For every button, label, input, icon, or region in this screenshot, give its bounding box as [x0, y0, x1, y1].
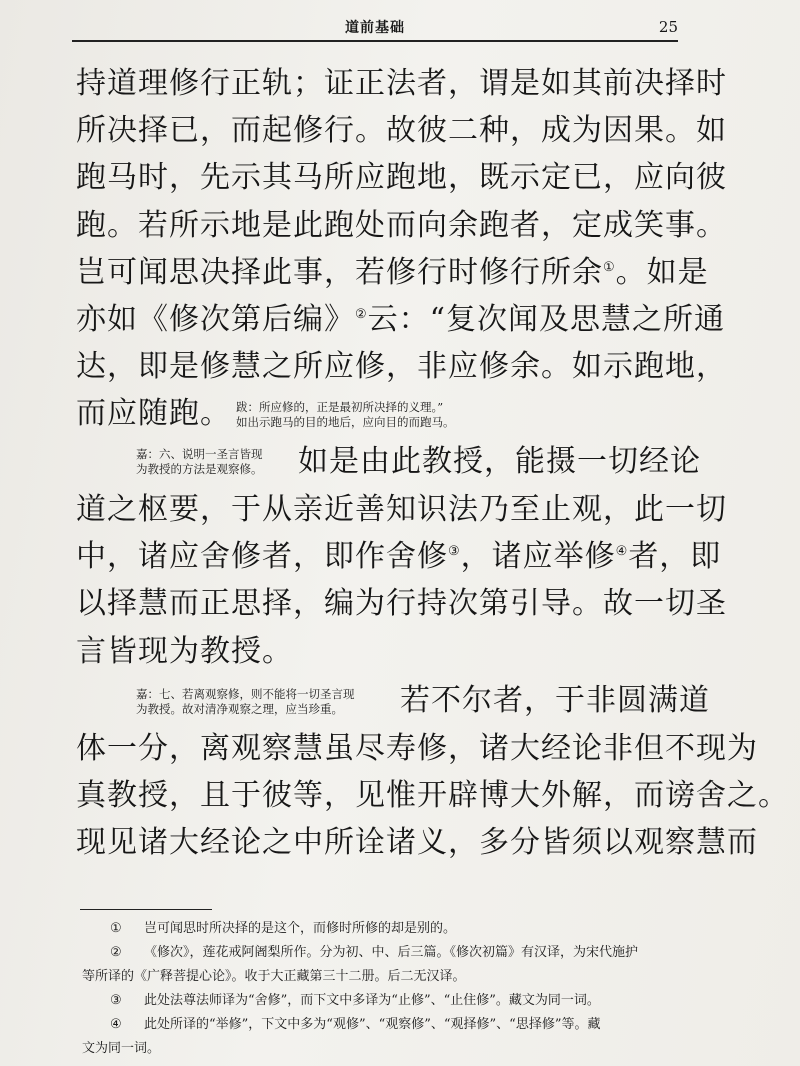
body-line-10: 道之枢要，于从亲近善知识法乃至止观，此一切 — [76, 492, 727, 527]
footnote-4-text: 此处所译的“举修”，下文中多为“观修”、“观察修”、“观择修”、“思择修”等。藏 — [144, 1017, 601, 1032]
body-line-16: 真教授，且于彼等，见惟开辟博大外解，而谤舍之。 — [76, 778, 789, 813]
side-note-2 — [136, 447, 263, 477]
body-line-3: 跑马时，先示其马所应跑地，既示定已，应向彼 — [76, 160, 727, 195]
side-note-1 — [236, 400, 455, 430]
body-line-13: 言皆现为教授。 — [76, 634, 293, 669]
body-line-9: 如是由此教授，能摄一切经论 — [298, 444, 701, 479]
body-line-12: 以择慧而正思择，编为行持次第引导。故一切圣 — [76, 586, 727, 621]
footnote-2-cont-text: 等所译的《广释菩提心论》。收于大正藏第三十二册。后二无汉译。 — [82, 969, 466, 984]
footnote-1-mark: ① — [110, 921, 122, 936]
footnote-3-text: 此处法尊法师译为“舍修”，而下文中多译为“止修”、“止住修”。藏文为同一词。 — [144, 993, 600, 1008]
side-note-3 — [136, 687, 355, 717]
footnote-2-mark: ② — [110, 945, 122, 960]
footnote-ref-4[interactable]: ④ — [615, 544, 629, 559]
body-line-8: 而应随跑。 — [76, 396, 231, 431]
footnote-2 — [82, 942, 702, 964]
footnote-1 — [82, 918, 702, 940]
side-note-3-row-2: 为教授。故对清净观察之理，应当珍重。 — [136, 702, 343, 716]
footnote-4-cont — [82, 1038, 702, 1060]
side-note-3-row-1: 嘉：七、若离观察修，则不能将一切圣言现 — [136, 687, 355, 701]
body-line-6 — [76, 300, 725, 340]
footnote-ref-3[interactable]: ③ — [448, 544, 461, 559]
footnote-3-mark: ③ — [110, 993, 122, 1008]
body-line-11 — [76, 537, 722, 577]
footnote-4-cont-text: 文为同一词。 — [82, 1041, 161, 1056]
body-line-14: 若不尔者，于非圆满道 — [400, 683, 710, 718]
footnote-ref-2[interactable]: ② — [355, 307, 368, 322]
body-line-11-a: 中，诸应舍修者，即作舍修 — [76, 539, 448, 574]
footnote-3 — [82, 990, 702, 1012]
body-line-5-tail: 。如是 — [615, 255, 709, 290]
side-note-1-row-2: 如出示跑马的目的地后，应向目的而跑马。 — [236, 415, 455, 429]
body-line-6-b: 云：“复次闻及思慧之所通 — [367, 302, 725, 337]
footnote-1-text: 岂可闻思时所决择的是这个，而修时所修的却是别的。 — [144, 921, 457, 936]
side-note-2-row-1: 嘉：六、说明一圣言皆现 — [136, 447, 263, 461]
footnote-2-cont — [82, 966, 702, 988]
running-title: 道前基础 — [345, 20, 405, 36]
body-line-5-text: 岂可闻思决择此事，若修行时修行所余 — [76, 255, 603, 290]
side-note-1-row-1: 跋：所应修的，正是最初所决择的义理。” — [236, 400, 444, 414]
body-line-17: 现见诸大经论之中所诠诸义，多分皆须以观察慧而 — [76, 825, 758, 860]
footnote-divider — [80, 909, 212, 910]
body-line-7: 达，即是修慧之所应修，非应修余。如示跑地， — [76, 349, 727, 384]
body-line-6-a: 亦如《修次第后编》 — [76, 302, 355, 337]
footnote-ref-1[interactable]: ① — [603, 260, 616, 275]
body-line-11-c: 者，即 — [628, 539, 722, 574]
body-line-15: 体一分，离观察慧虽尽寿修，诸大经论非但不现为 — [76, 731, 758, 766]
footnote-4-mark: ④ — [110, 1017, 122, 1032]
page-number: 25 — [658, 18, 678, 36]
body-line-5 — [76, 253, 709, 293]
page-header — [72, 14, 678, 42]
footnote-4 — [82, 1014, 702, 1036]
body-line-1: 持道理修行正轨；证正法者，谓是如其前决择时 — [76, 66, 727, 101]
body-line-11-b: ，诸应举修 — [460, 539, 616, 574]
side-note-2-row-2: 为教授的方法是观察修。 — [136, 462, 263, 476]
footnote-2-text: 《修次》，莲花戒阿阇梨所作。分为初、中、后三篇。《修次初篇》有汉译，为宋代施护 — [144, 945, 639, 960]
body-line-2: 所决择已，而起修行。故彼二种，成为因果。如 — [76, 113, 727, 148]
body-line-4: 跑。若所示地是此跑处而向余跑者，定成笑事。 — [76, 208, 727, 243]
